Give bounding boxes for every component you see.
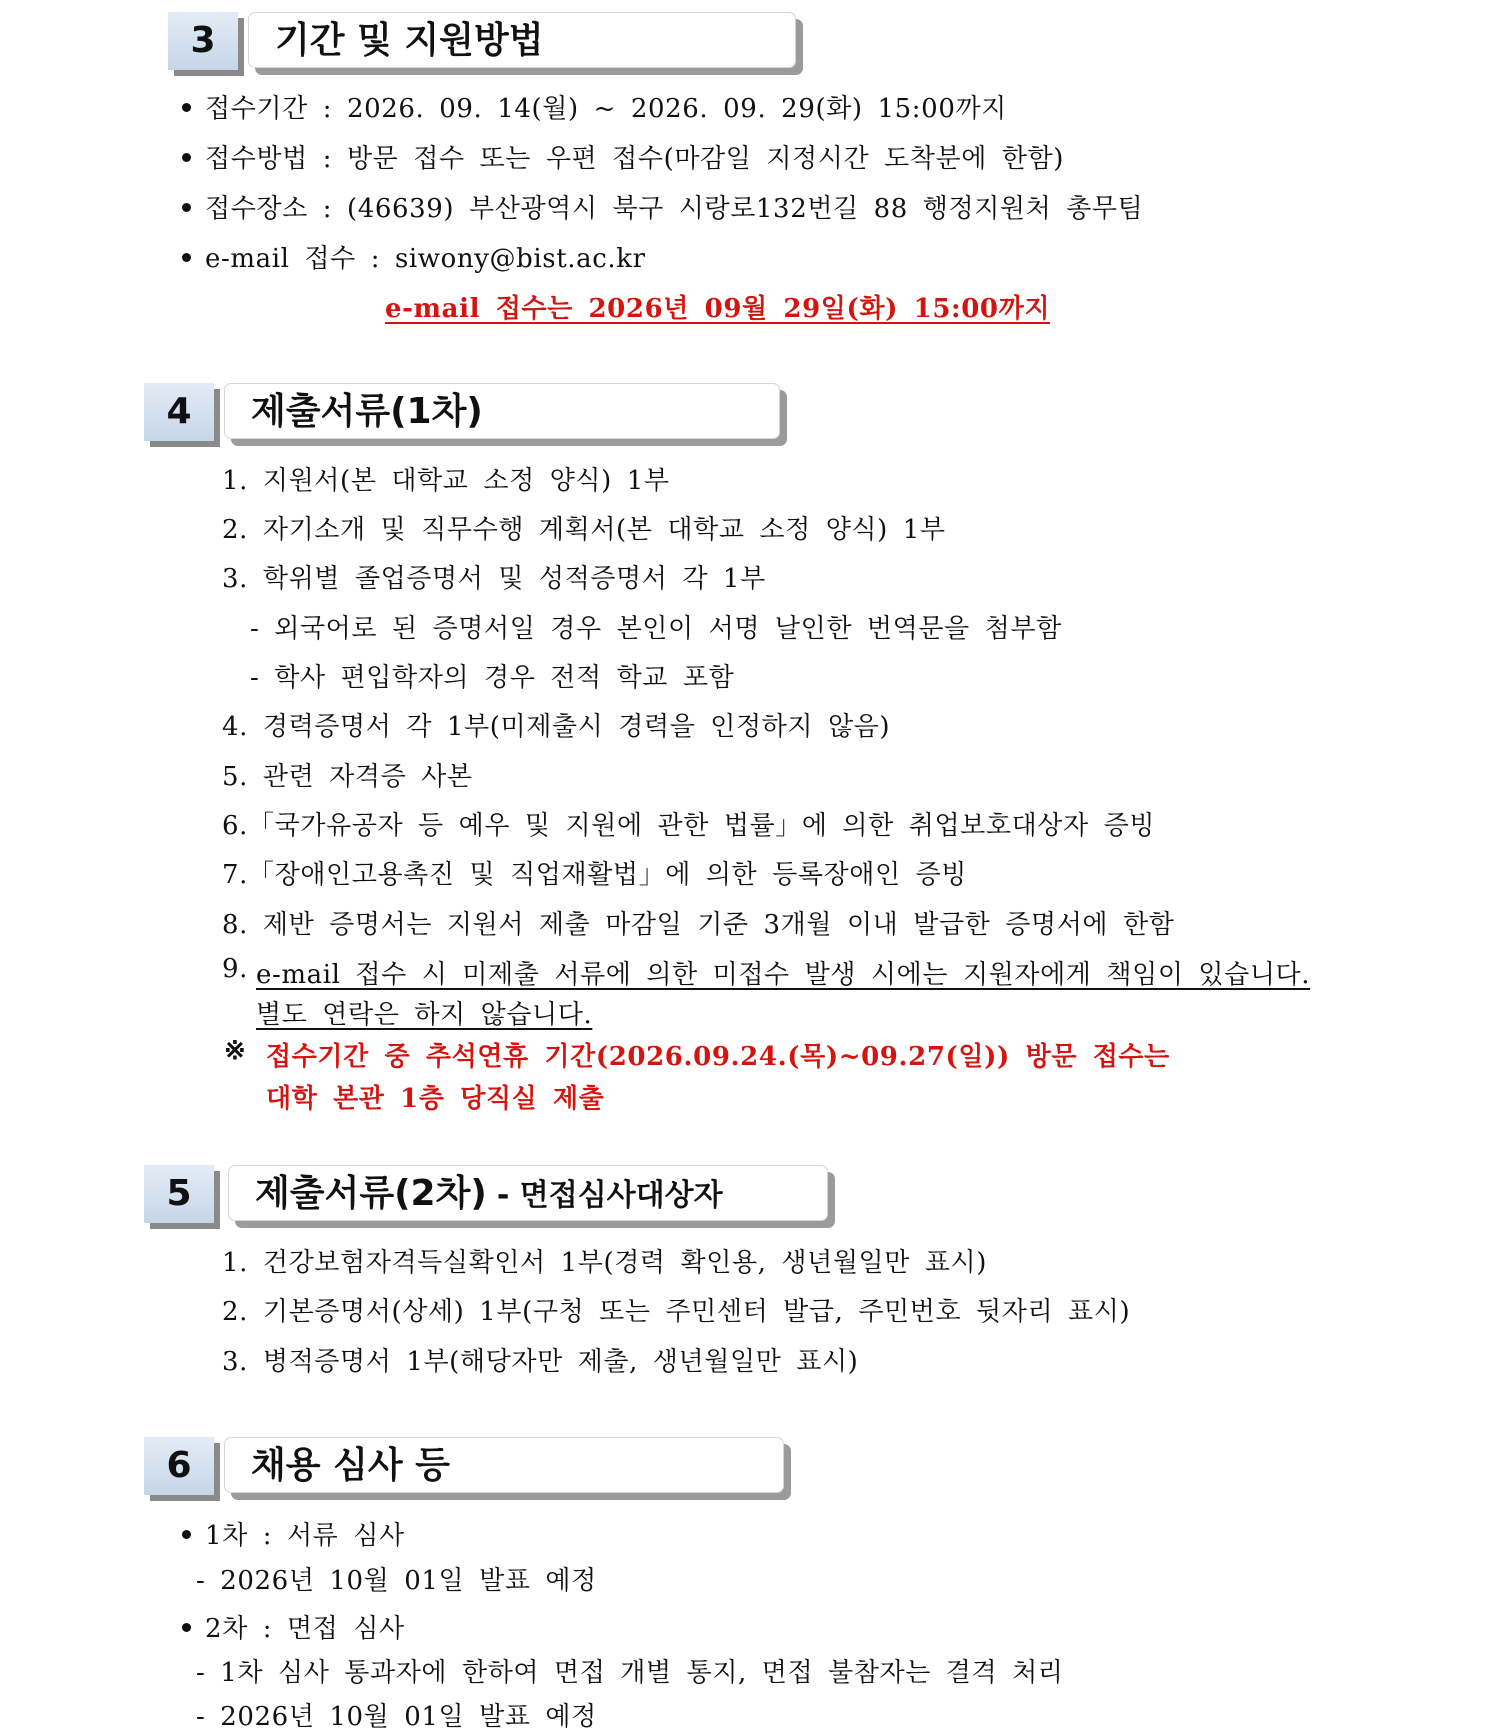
- bullet-icon: [182, 103, 191, 112]
- list-item: 2. 자기소개 및 직무수행 계획서(본 대학교 소정 양식) 1부: [222, 515, 946, 545]
- email-deadline-note: e-mail 접수는 2026년 09월 29일(화) 15:00까지: [385, 294, 1051, 324]
- list-item: 3. 병적증명서 1부(해당자만 제출, 생년월일만 표시): [222, 1347, 859, 1377]
- list-item: 1. 건강보험자격득실확인서 1부(경력 확인용, 생년월일만 표시): [222, 1248, 988, 1278]
- list-item: 1. 지원서(본 대학교 소정 양식) 1부: [222, 466, 670, 496]
- list-item: 접수장소 : (46639) 부산광역시 북구 시랑로132번길 88 행정지원처 총무팀: [182, 188, 1143, 225]
- list-item: 8. 제반 증명서는 지원서 제출 마감일 기준 3개월 이내 발급한 증명서에 한함: [222, 910, 1175, 940]
- section-number: 3: [168, 12, 238, 70]
- list-item: 접수기간 : 2026. 09. 14(월) ~ 2026. 09. 29(화) 15:00까지: [182, 88, 1007, 125]
- list-item: 2. 기본증명서(상세) 1부(구청 또는 주민센터 발급, 주민번호 뒷자리 표시): [222, 1297, 1131, 1327]
- section-title: 제출서류(1차): [224, 383, 780, 439]
- list-item: 6.「국가유공자 등 예우 및 지원에 관한 법률」에 의한 취업보호대상자 증빙: [222, 811, 1156, 841]
- list-item: 4. 경력증명서 각 1부(미제출시 경력을 인정하지 않음): [222, 712, 891, 742]
- bullet-icon: [182, 1530, 191, 1539]
- bullet-icon: [182, 203, 191, 212]
- list-item: 1차 : 서류 심사: [182, 1515, 405, 1552]
- bullet-icon: [182, 153, 191, 162]
- section-number: 5: [144, 1165, 214, 1223]
- reference-mark: ※: [224, 1036, 247, 1066]
- list-subitem: - 1차 심사 통과자에 한하여 면접 개별 통지, 면접 불참자는 결격 처리: [196, 1658, 1064, 1688]
- section-subtitle: - 면접심사대상자: [496, 1178, 723, 1213]
- list-item: 5. 관련 자격증 사본: [222, 762, 473, 792]
- list-item: 2차 : 면접 심사: [182, 1608, 405, 1645]
- section-number: 4: [144, 383, 214, 441]
- list-item: 7.「장애인고용촉진 및 직업재활법」에 의한 등록장애인 증빙: [222, 860, 967, 890]
- holiday-notice-line1: 접수기간 중 추석연휴 기간(2026.09.24.(목)~09.27(일)) 방문 접수는: [266, 1042, 1170, 1072]
- email-warning-line2: 별도 연락은 하지 않습니다.: [256, 1000, 593, 1030]
- list-item: 3. 학위별 졸업증명서 및 성적증명서 각 1부: [222, 564, 766, 594]
- list-subitem: - 학사 편입학자의 경우 전적 학교 포함: [250, 663, 735, 693]
- list-subitem: - 외국어로 된 증명서일 경우 본인이 서명 날인한 번역문을 첨부함: [250, 614, 1062, 644]
- list-item: 접수방법 : 방문 접수 또는 우편 접수(마감일 지정시간 도착분에 한함): [182, 138, 1064, 175]
- section-title: 채용 심사 등: [224, 1437, 784, 1493]
- list-item-number: 9.: [222, 954, 249, 984]
- bullet-icon: [182, 1623, 191, 1632]
- list-item: e-mail 접수 : siwony@bist.ac.kr: [182, 238, 646, 275]
- list-subitem: - 2026년 10월 01일 발표 예정: [196, 1566, 597, 1596]
- list-subitem: - 2026년 10월 01일 발표 예정: [196, 1702, 597, 1732]
- bullet-icon: [182, 253, 191, 262]
- section-number: 6: [144, 1437, 214, 1495]
- holiday-notice-line2: 대학 본관 1층 당직실 제출: [266, 1084, 605, 1114]
- section-title: 제출서류(2차) - 면접심사대상자: [228, 1165, 828, 1221]
- section-title: 기간 및 지원방법: [248, 12, 796, 68]
- email-warning-line1: e-mail 접수 시 미제출 서류에 의한 미접수 발생 시에는 지원자에게 책임이 있습니다.: [256, 960, 1311, 990]
